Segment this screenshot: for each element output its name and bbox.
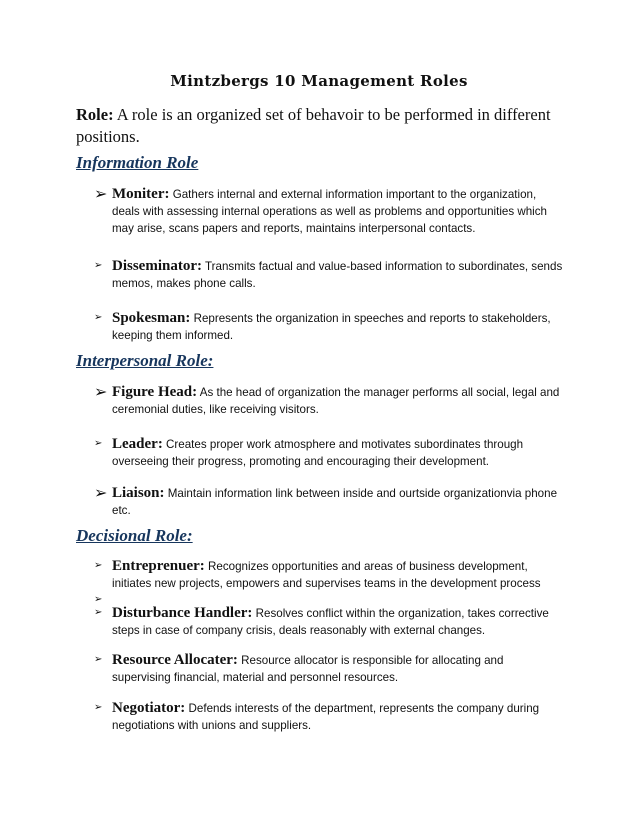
role-term: Disturbance Handler: xyxy=(112,605,253,621)
list-item-disturbance-handler xyxy=(94,605,564,639)
role-definition-label: Role: xyxy=(76,105,114,124)
arrow-bullet-icon: ➢ xyxy=(94,184,108,203)
role-description: Represents the organization in speeches and reports to stakeholders, keeping them informed. xyxy=(112,312,551,342)
role-term: Spokesman: xyxy=(112,310,191,326)
arrow-bullet-icon: ➢ xyxy=(94,560,103,571)
arrow-bullet-icon: ➢ xyxy=(94,260,103,271)
role-description: Maintain information link between inside and ourtside organizationvia phone etc. xyxy=(112,487,558,517)
role-definition-text: A role is an organized set of behavoir to be performed in different positions. xyxy=(76,105,551,146)
list-item-liaison xyxy=(94,485,564,519)
role-term: Negotiator: xyxy=(112,700,186,716)
role-description: Resource allocator is responsible for allocating and supervising financial, material and personnel resources. xyxy=(112,654,504,684)
page-title: Mintzbergs 10 Management Roles xyxy=(170,72,468,90)
section-heading-interpersonal-role: Interpersonal Role: xyxy=(76,351,214,370)
role-description: Resolves conflict within the organization, takes corrective steps in case of company crisis, deals reasonably with external changes. xyxy=(112,607,549,637)
arrow-bullet-icon: ➢ xyxy=(94,438,103,449)
arrow-bullet-icon: ➢ xyxy=(94,312,103,323)
arrow-bullet-icon: ➢ xyxy=(94,702,103,713)
role-description: Recognizes opportunities and areas of business development, initiates new projects, empowers and supervises teams in the development process xyxy=(112,560,541,590)
arrow-bullet-icon: ➢ xyxy=(94,654,103,665)
list-item-entreprenuer xyxy=(94,558,564,592)
role-description: Transmits factual and value-based information to subordinates, sends memos, makes phone calls. xyxy=(112,260,563,290)
role-term: Leader: xyxy=(112,436,163,452)
role-term: Disseminator: xyxy=(112,258,202,274)
role-term: Entreprenuer: xyxy=(112,558,205,574)
list-item-spokesman xyxy=(94,310,564,344)
list-item-leader xyxy=(94,436,564,470)
role-term: Figure Head: xyxy=(112,384,198,400)
arrow-bullet-icon: ➢ xyxy=(94,607,103,618)
arrow-bullet-icon: ➢ xyxy=(94,483,108,502)
list-item-resource-allocater xyxy=(94,652,564,686)
arrow-bullet-icon: ➢ xyxy=(94,382,108,401)
role-definition xyxy=(76,104,556,148)
role-term: Resource Allocater: xyxy=(112,652,238,668)
section-heading-decisional-role: Decisional Role: xyxy=(76,526,193,545)
role-description: Gathers internal and external information important to the organization, deals with assessing internal operations as well as problems and opportunities which may arise, scans papers and reports, maintains interpersonal contacts. xyxy=(112,188,548,235)
list-item-disseminator xyxy=(94,258,564,292)
role-description: Defends interests of the department, represents the company during negotiations with unions and suppliers. xyxy=(112,702,540,732)
role-description: Creates proper work atmosphere and motivates subordinates through overseeing their progress, promoting and encouraging their development. xyxy=(112,438,524,468)
role-description: As the head of organization the manager performs all social, legal and ceremonial duties, like receiving visitors. xyxy=(112,386,560,416)
role-term: Moniter: xyxy=(112,186,170,202)
section-heading-information-role: Information Role xyxy=(76,153,199,172)
role-term: Liaison: xyxy=(112,485,165,501)
arrow-bullet-icon: ➢ xyxy=(94,594,103,605)
list-item-negotiator xyxy=(94,700,564,734)
list-item-figure-head xyxy=(94,384,564,418)
list-item-moniter xyxy=(94,186,564,237)
